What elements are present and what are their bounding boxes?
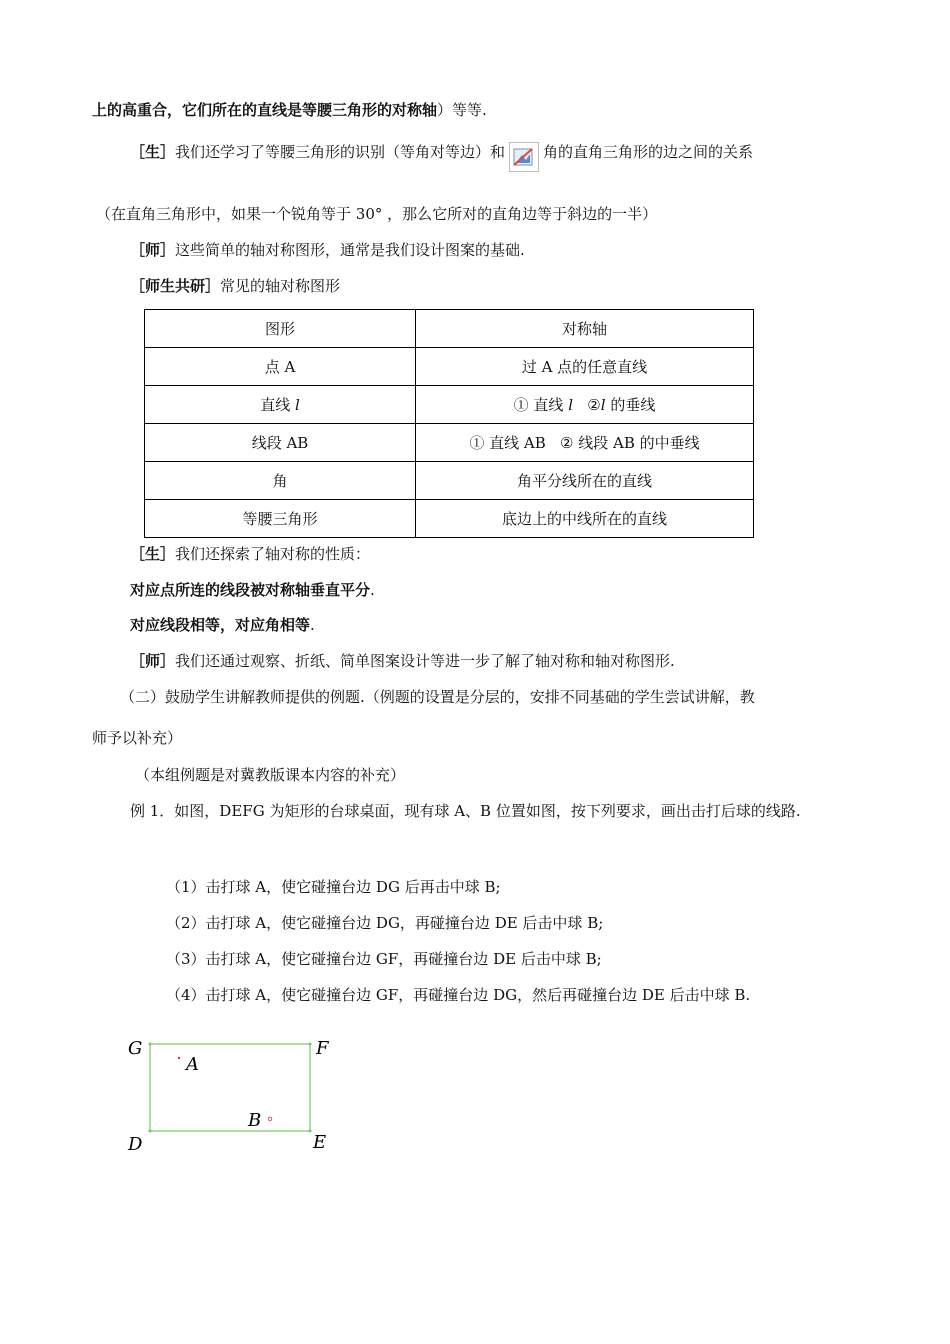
speaker-tag: ［生］ [130, 143, 176, 161]
property-2 [130, 615, 315, 635]
variable: l [600, 396, 606, 414]
table-cell: 过 A 点的任意直线 [416, 348, 754, 386]
label-A: A [186, 1054, 199, 1075]
table-row [145, 386, 754, 424]
table-cell [416, 386, 754, 424]
text: . [370, 581, 375, 599]
table-row [145, 424, 754, 462]
list-item: （2）击打球 A，使它碰撞台边 DG，再碰撞台边 DE 后击中球 B; [166, 914, 604, 932]
table-row [145, 500, 754, 538]
paragraph-section-2-line1: （二）鼓励学生讲解教师提供的例题.（例题的设置是分层的，安排不同基础的学生尝试讲解，教 [120, 688, 755, 706]
label-E: E [313, 1132, 327, 1153]
table-row [145, 348, 754, 386]
speaker-tag: ［师］ [130, 652, 176, 670]
text: 的垂线 [605, 396, 656, 414]
example-1-statement: 例 1．如图，DEFG 为矩形的台球桌面，现有球 A、B 位置如图，按下列要求，画出击打后球的线路. [130, 802, 801, 820]
text: ）等等. [437, 101, 487, 119]
text: 常见的轴对称图形 [220, 277, 341, 295]
bold-statement: 对应点所连的线段被对称轴垂直平分 [130, 581, 371, 599]
corner-point [149, 1130, 152, 1133]
paragraph-teacher-2 [130, 651, 675, 671]
text: 直线 [260, 396, 295, 414]
broken-image-icon [509, 142, 539, 172]
speaker-tag: ［师］ [130, 241, 176, 259]
table-cell: 角 [145, 462, 416, 500]
label-G: G [128, 1038, 143, 1059]
table-header-row [145, 310, 754, 348]
table-row [145, 462, 754, 500]
speaker-tag: ［师生共研］ [130, 277, 221, 295]
text: 我们还通过观察、折纸、简单图案设计等进一步了解了轴对称和轴对称图形. [175, 652, 675, 670]
label-F: F [316, 1038, 329, 1059]
list-item: （3）击打球 A，使它碰撞台边 GF，再碰撞台边 DE 后击中球 B; [166, 950, 602, 968]
text: 我们还探索了轴对称的性质： [175, 545, 371, 563]
bold-statement: 上的高重合，它们所在的直线是等腰三角形的对称轴 [92, 101, 438, 119]
table-cell: ① 直线 AB ② 线段 AB 的中垂线 [416, 424, 754, 462]
list-item: （1）击打球 A，使它碰撞台边 DG 后再击中球 B; [166, 878, 501, 896]
text: ① 直线 [513, 396, 569, 414]
corner-point [309, 1043, 312, 1046]
label-B: B [248, 1110, 262, 1131]
paragraph-co-research [130, 276, 340, 296]
table-cell: 等腰三角形 [145, 500, 416, 538]
symmetry-table [144, 309, 754, 538]
table-cell: 底边上的中线所在的直线 [416, 500, 754, 538]
paragraph-student-1 [130, 138, 753, 168]
paragraph-student-2 [130, 544, 370, 564]
table-cell [145, 386, 416, 424]
table-header: 对称轴 [416, 310, 754, 348]
paragraph-continuation [92, 100, 487, 120]
ball-a-point [178, 1057, 180, 1059]
table-cell: 线段 AB [145, 424, 416, 462]
text: 这些简单的轴对称图形，通常是我们设计图案的基础. [175, 241, 525, 259]
billiard-table-figure [120, 1030, 360, 1160]
table-rectangle [150, 1044, 310, 1131]
speaker-tag: ［生］ [130, 545, 176, 563]
text: . [310, 616, 315, 634]
variable: l [568, 396, 573, 414]
property-1 [130, 580, 375, 600]
paragraph-supplement-note: （本组例题是对冀教版课本内容的补充） [135, 766, 406, 784]
paragraph-teacher-1 [130, 240, 525, 260]
list-item: （4）击打球 A，使它碰撞台边 GF，再碰撞台边 DG，然后再碰撞台边 DE 后击中球 B. [166, 986, 751, 1004]
paragraph-section-2-line2: 师予以补充） [92, 729, 183, 747]
corner-point [149, 1043, 152, 1046]
table-header: 图形 [145, 310, 416, 348]
text: 角的直角三角形的边之间的关系 [543, 143, 754, 161]
text: ② [573, 396, 601, 414]
label-D: D [128, 1134, 143, 1155]
paragraph-note: （在直角三角形中，如果一个锐角等于 30° ，那么它所对的直角边等于斜边的一半） [96, 205, 658, 223]
text: 我们还学习了等腰三角形的识别（等角对等边）和 [175, 143, 506, 161]
table-cell: 点 A [145, 348, 416, 386]
table-cell: 角平分线所在的直线 [416, 462, 754, 500]
corner-point [309, 1130, 312, 1133]
bold-statement: 对应线段相等，对应角相等 [130, 616, 311, 634]
variable: l [294, 396, 300, 414]
ball-b-point [268, 1117, 272, 1121]
